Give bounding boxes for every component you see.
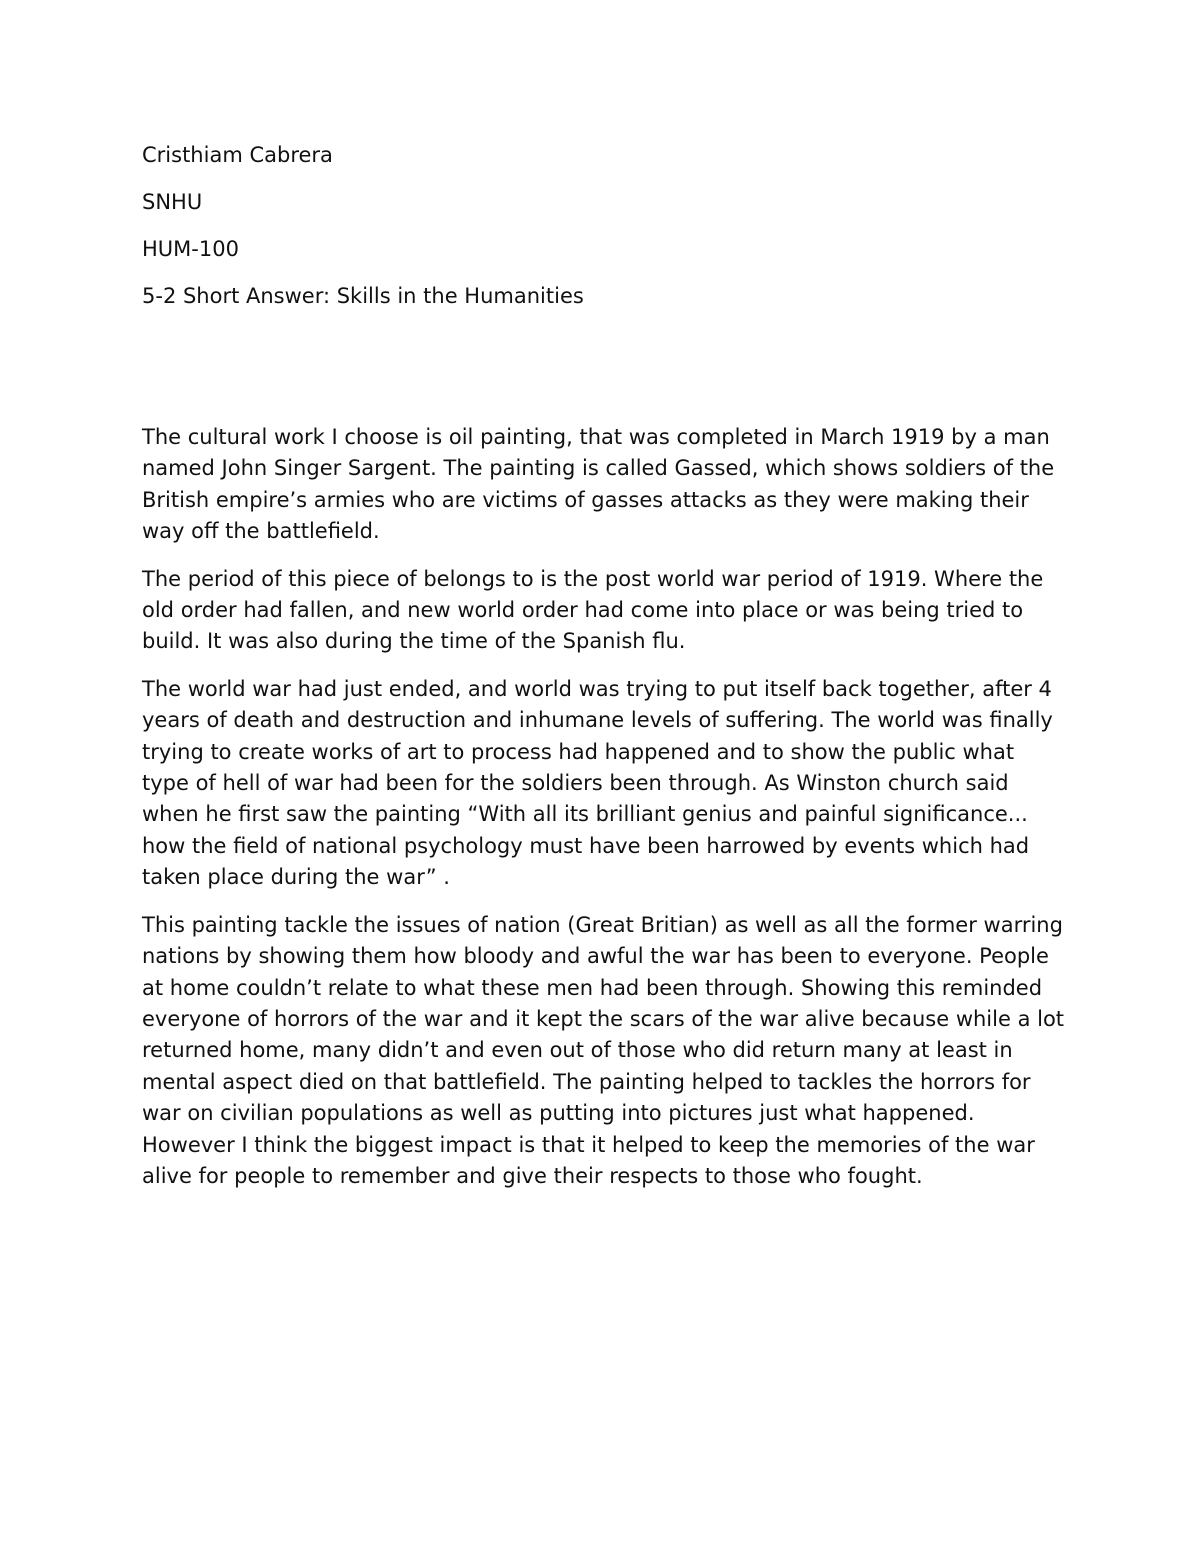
document-body	[142, 422, 1067, 1208]
assignment-title: 5-2 Short Answer: Skills in the Humanities	[142, 284, 584, 308]
paragraph-3: The world war had just ended, and world was trying to put itself back together, after 4 years of death and destruction and inhumane levels of suffering. The world was finally trying to create works of art to process had happened and to show the public what type of hell of war had been for the soldiers been through. As Winston church said when he first saw the painting “With all its brilliant genius and painful significance... how the field of national psychology must have been harrowed by events which had taken place during the war” .	[142, 676, 1053, 890]
paragraph-2: The period of this piece of belongs to is the post world war period of 1919. Where the old order had fallen, and new world order had come into place or was being tried to build. It was also during the time of the Spanish flu.	[142, 566, 1044, 654]
author-name: Cristhiam Cabrera	[142, 143, 333, 167]
paragraph-1: The cultural work I choose is oil painting, that was completed in March 1919 by a man named John Singer Sargent. The painting is called Gassed, which shows soldiers of the British empire’s armies who are victims of gasses attacks as they were making their way off the battlefield.	[142, 425, 1055, 544]
document-header	[142, 140, 1062, 328]
paragraph-4: This painting tackle the issues of nation (Great Britian) as well as all the former warring nations by showing them how bloody and awful the war has been to everyone. People at home couldn’t relate to what these men had been through. Showing this reminded everyone of horrors of the war and it kept the scars of the war alive because while a lot returned home, many didn’t and even out of those who did return many at least in mental aspect died on that battlefield. The painting helped to tackles the horrors for war on civilian populations as well as putting into pictures just what happened. However I think the biggest impact is that it helped to keep the memories of the war alive for people to remember and give their respects to those who fought.	[142, 912, 1065, 1188]
course-code: HUM-100	[142, 237, 239, 261]
school-name: SNHU	[142, 190, 203, 214]
